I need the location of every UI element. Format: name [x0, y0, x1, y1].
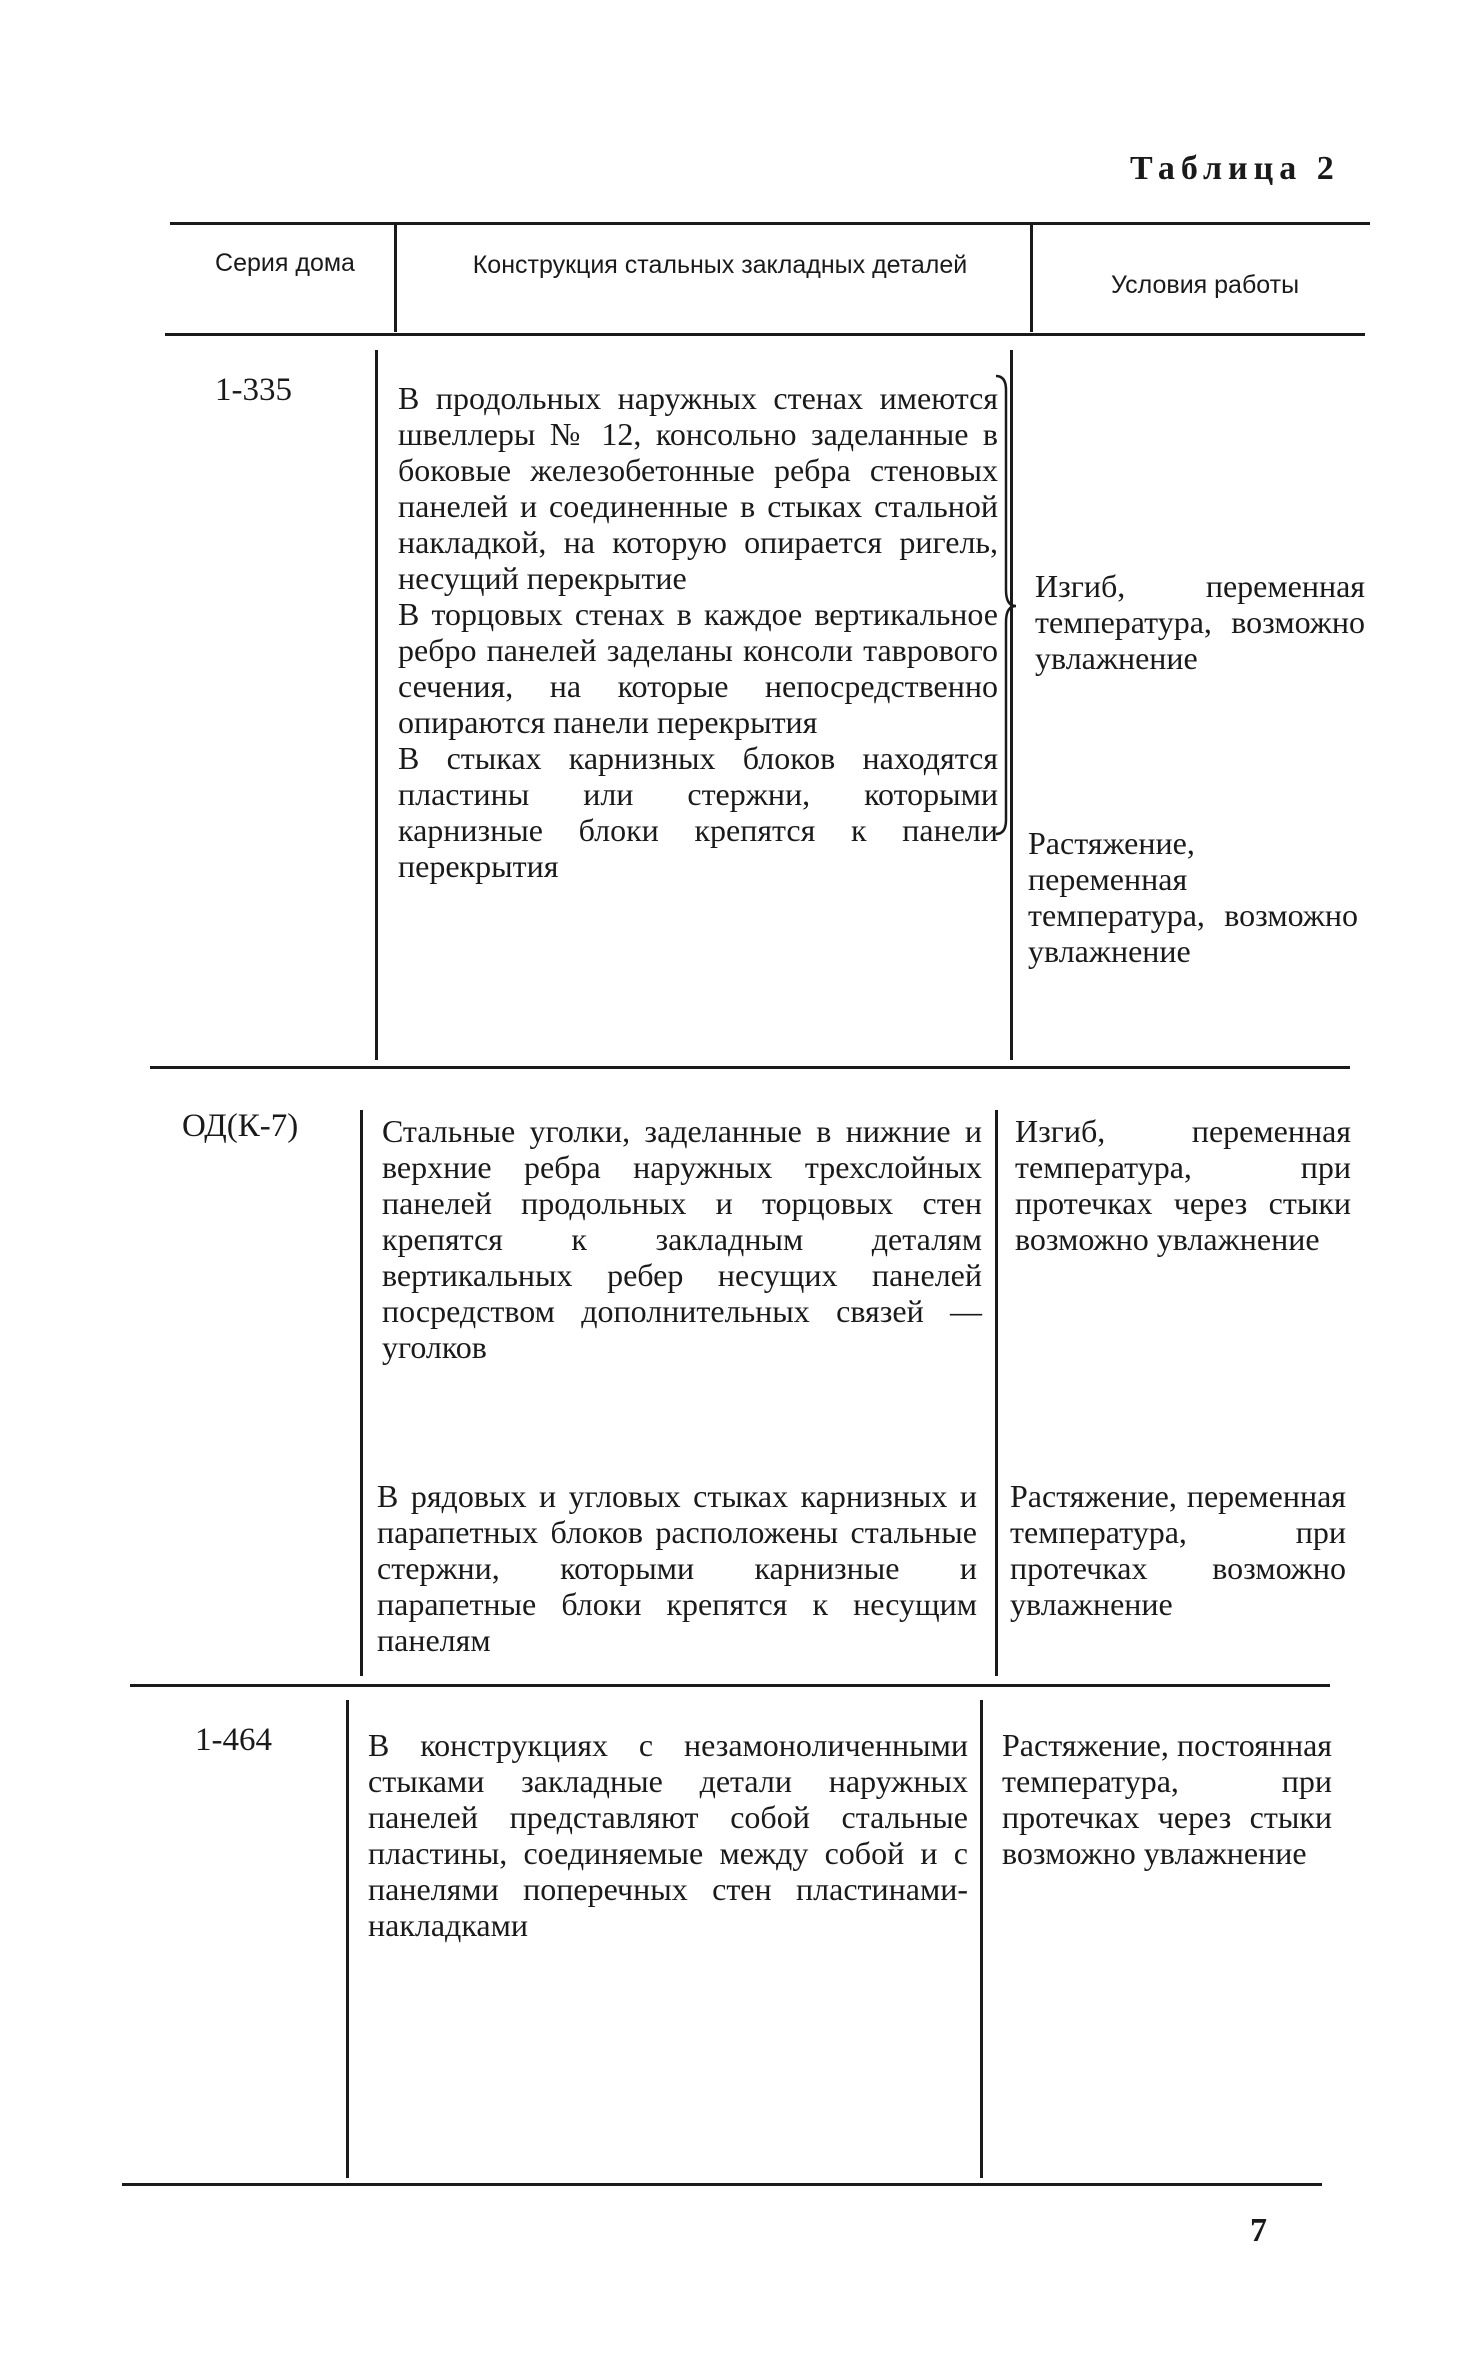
row1-series: 1-335: [215, 372, 292, 408]
header-bottom-rule: [165, 333, 1365, 336]
header-col-divider-2: [1030, 224, 1033, 332]
row1-conditions-1: Изгиб, переменная температура, возможно увлажнение: [1035, 568, 1365, 676]
header-construction: Конструкция стальных закладных деталей: [472, 251, 968, 279]
row3-series: 1-464: [195, 1722, 272, 1758]
row1-conditions-2: Растяжение, переменная температура, возможно увлажнение: [1028, 825, 1358, 969]
header-col-divider-1: [394, 224, 397, 332]
table-caption: Таблица 2: [1130, 150, 1340, 187]
row2-construction-2: В рядовых и угловых стыках карнизных и парапетных блоков расположены стальные стержни, которыми карнизные и парапетные блоки крепятся к несущим панелям: [377, 1478, 977, 1658]
row2-col-divider-2: [995, 1110, 998, 1676]
row2-construction-1: Стальные уголки, заделанные в нижние и верхние ребра наружных трехслойных панелей продольных и торцовых стен крепятся к закладным деталям вертикальных ребер несущих панелей посредством дополнительных связей — уголков: [382, 1113, 982, 1365]
row1-brace: [990, 370, 1020, 840]
row3-col-divider-2: [980, 1700, 983, 2178]
row2-col-divider-1: [360, 1110, 363, 1676]
row1-col-divider-1: [375, 350, 378, 1060]
row1-construction: [398, 380, 998, 884]
table-bottom-rule: [122, 2183, 1322, 2186]
row3-conditions: Растяжение, постоянная температура, при протечках через стыки возможно увлажнение: [1002, 1727, 1332, 1871]
page-number: 7: [1250, 2212, 1267, 2249]
header-series: Серия дома: [215, 249, 355, 277]
row1-construction-para-3: В стыках карнизных блоков находятся пластины или стержни, которыми карнизные блоки крепятся к панели перекрытия: [398, 740, 998, 884]
row3-col-divider-1: [346, 1700, 349, 2178]
row2-series: ОД(К-7): [182, 1108, 299, 1144]
row1-construction-para-2: В торцовых стенах в каждое вертикальное ребро панелей заделаны консоли таврового сечения, на которые непосредственно опираются панели перекрытия: [398, 596, 998, 740]
row2-conditions-2: Растяжение, переменная температура, при протечках возможно увлажнение: [1010, 1478, 1346, 1622]
header-conditions: Условия работы: [1110, 271, 1300, 299]
table-top-rule: [170, 222, 1370, 225]
row-separator-1: [150, 1066, 1350, 1069]
row2-conditions-1: Изгиб, переменная температура, при протечках через стыки возможно увлажнение: [1015, 1113, 1351, 1257]
row3-construction: В конструкциях с незамоноличенными стыками закладные детали наружных панелей представляют собой стальные пластины, соединяемые между собой и с панелями поперечных стен пластинами-накладками: [368, 1727, 968, 1943]
row-separator-2: [130, 1684, 1330, 1687]
row1-construction-para-1: В продольных наружных стенах имеются швеллеры № 12, консольно заделанные в боковые железобетонные ребра стеновых панелей и соединенные в стыках стальной накладкой, на которую опирается ригель, несущий перекрытие: [398, 380, 998, 596]
